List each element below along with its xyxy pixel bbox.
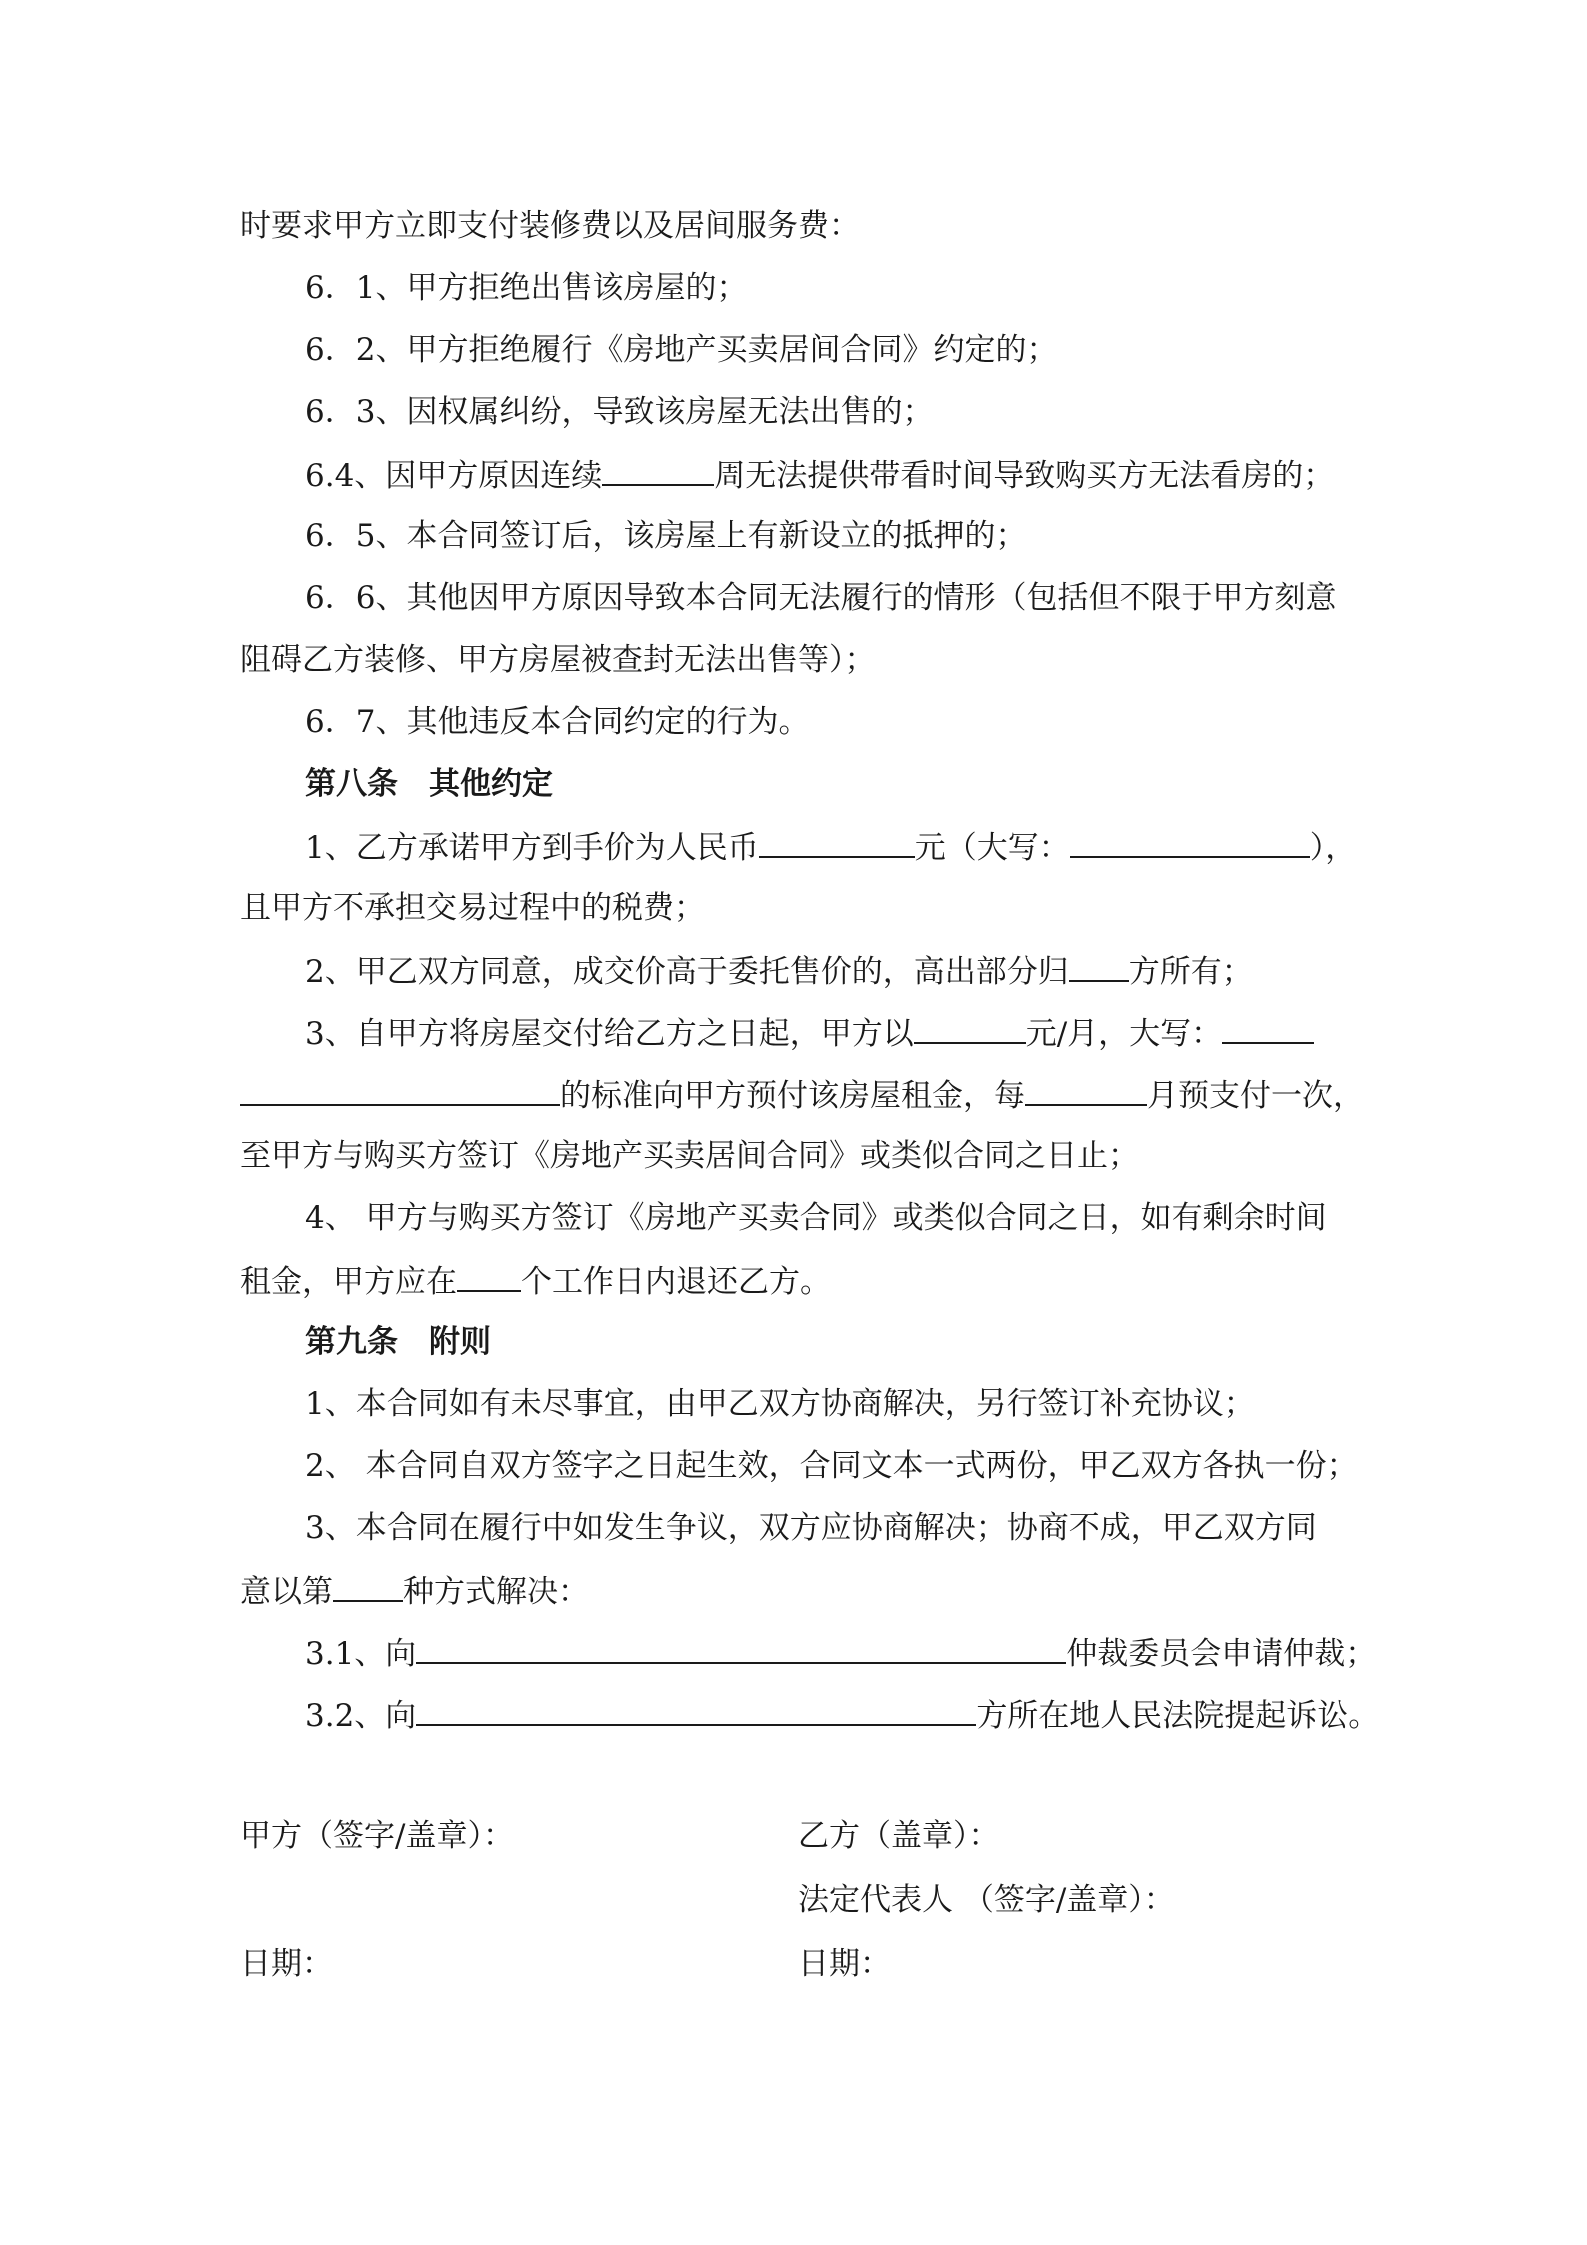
text-segment: 3、自甲方将房屋交付给乙方之日起，甲方以: [305, 1016, 914, 1052]
blank-field[interactable]: [240, 1074, 560, 1106]
text-line: 时要求甲方立即支付装修费以及居间服务费：: [240, 208, 860, 244]
blank-field[interactable]: [416, 1632, 1066, 1664]
text-segment: 2、甲乙双方同意，成交价高于委托售价的，高出部分归: [305, 954, 1069, 990]
clause-6-6: 6．6、其他因甲方原因导致本合同无法履行的情形（包括但不限于甲方刻意: [305, 580, 1337, 616]
text-segment: 周无法提供带看时间导致购买方无法看房的；: [714, 458, 1335, 494]
article-8-item-2: [305, 950, 1253, 990]
blank-field[interactable]: [1222, 1012, 1314, 1044]
text-line: [240, 1570, 589, 1610]
party-a-signature-label: 甲方（签字/盖章）：: [240, 1818, 514, 1854]
legal-representative-label: 法定代表人 （签字/盖章）：: [798, 1882, 1175, 1918]
text-segment: 意以第: [240, 1574, 333, 1610]
article-9-item-3-1: [305, 1632, 1376, 1672]
text-segment: 元/月，大写：: [1025, 1016, 1223, 1052]
article-9-heading: 第九条 附则: [305, 1324, 491, 1360]
article-9-item-1: 1、本合同如有未尽事宜，由甲乙双方协商解决，另行签订补充协议；: [305, 1386, 1255, 1422]
blank-field[interactable]: [457, 1260, 521, 1292]
clause-6-7: 6．7、其他违反本合同约定的行为。: [305, 704, 810, 740]
text-line: 阻碍乙方装修、甲方房屋被查封无法出售等）；: [240, 642, 876, 678]
article-8-item-3: [305, 1012, 1314, 1052]
article-8-heading: 第八条 其他约定: [305, 766, 553, 802]
text-line: 且甲方不承担交易过程中的税费；: [240, 890, 705, 926]
clause-6-2: 6．2、甲方拒绝履行《房地产买卖居间合同》约定的；: [305, 332, 1058, 368]
text-segment: 的标准向甲方预付该房屋租金，每: [560, 1078, 1025, 1114]
article-9-item-2: 2、 本合同自双方签字之日起生效，合同文本一式两份，甲乙双方各执一份；: [305, 1448, 1358, 1484]
text-segment: 方所在地人民法院提起诉讼。: [976, 1698, 1380, 1734]
text-segment: 方所有；: [1128, 954, 1253, 990]
blank-field[interactable]: [333, 1570, 403, 1602]
text-segment: 种方式解决：: [403, 1574, 589, 1610]
text-segment: 个工作日内退还乙方。: [521, 1264, 831, 1300]
blank-field[interactable]: [602, 454, 714, 486]
clause-6-3: 6．3、因权属纠纷，导致该房屋无法出售的；: [305, 394, 934, 430]
text-segment: 元（大写：: [914, 830, 1070, 866]
text-segment: 1、乙方承诺甲方到手价为人民币: [305, 830, 759, 866]
text-segment: 仲裁委员会申请仲裁；: [1066, 1636, 1377, 1672]
blank-field[interactable]: [1070, 826, 1310, 858]
article-8-item-4: 4、 甲方与购买方签订《房地产买卖合同》或类似合同之日，如有剩余时间: [305, 1200, 1327, 1236]
article-9-item-3: 3、本合同在履行中如发生争议，双方应协商解决；协商不成，甲乙双方同: [305, 1510, 1317, 1546]
text-segment: 3.2、向: [305, 1698, 417, 1734]
text-line: [240, 1074, 1364, 1114]
text-segment: 3.1、向: [305, 1636, 417, 1672]
blank-field[interactable]: [1069, 950, 1129, 982]
party-a-date-label: 日期：: [240, 1946, 333, 1982]
clause-6-1: 6．1、甲方拒绝出售该房屋的；: [305, 270, 748, 306]
blank-field[interactable]: [759, 826, 915, 858]
blank-field[interactable]: [1025, 1074, 1147, 1106]
text-segment: 租金，甲方应在: [240, 1264, 457, 1300]
article-9-item-3-2: [305, 1694, 1379, 1734]
party-b-date-label: 日期：: [798, 1946, 891, 1982]
clause-6-4: [305, 454, 1334, 494]
blank-field[interactable]: [914, 1012, 1026, 1044]
article-8-item-1: [305, 826, 1356, 866]
text-segment: 月预支付一次，: [1147, 1078, 1364, 1114]
clause-6-5: 6．5、本合同签订后，该房屋上有新设立的抵押的；: [305, 518, 1027, 554]
text-segment: ），: [1309, 830, 1357, 866]
text-line: 至甲方与购买方签订《房地产买卖居间合同》或类似合同之日止；: [240, 1138, 1139, 1174]
text-line: [240, 1260, 831, 1300]
blank-field[interactable]: [416, 1694, 976, 1726]
text-segment: 6.4、因甲方原因连续: [305, 458, 603, 494]
party-b-seal-label: 乙方（盖章）：: [798, 1818, 1000, 1854]
